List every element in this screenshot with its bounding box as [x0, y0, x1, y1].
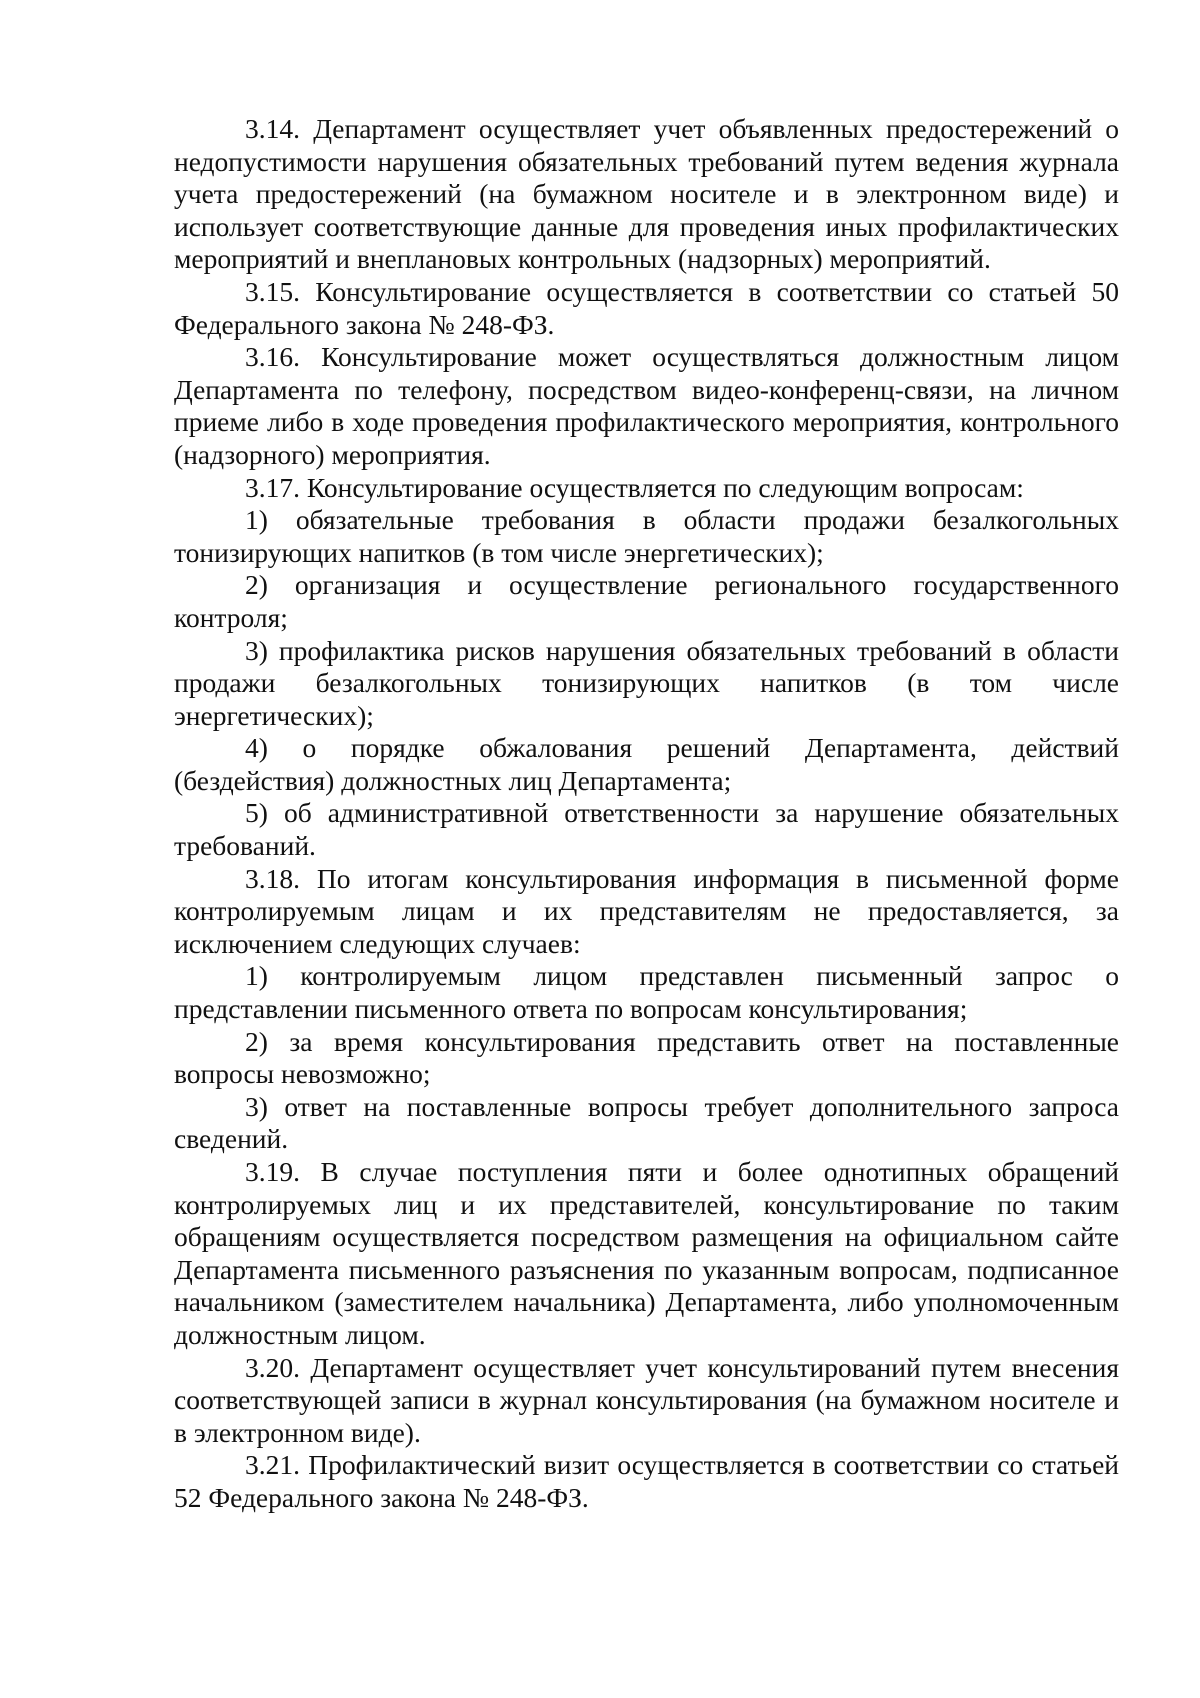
paragraph-3-21: 3.21. Профилактический визит осуществляется в соответствии со статьей 52 Федерального закона № 248-ФЗ. — [174, 1449, 1119, 1513]
list-item-3-17-4: 4) о порядке обжалования решений Департамента, действий (бездействия) должностных лиц Департамента; — [174, 732, 1119, 796]
paragraph-3-20: 3.20. Департамент осуществляет учет консультирований путем внесения соответствующей записи в журнал консультирования (на бумажном носителе и в электронном виде). — [174, 1351, 1119, 1448]
document-page — [174, 113, 1119, 1515]
paragraph-3-17: 3.17. Консультирование осуществляется по следующим вопросам: — [245, 471, 1024, 503]
list-item-3-18-1: 1) контролируемым лицом представлен письменный запрос о представлении письменного ответа по вопросам консультирования; — [174, 960, 1119, 1025]
list-item-3-17-3: 3) профилактика рисков нарушения обязательных требований в области продажи безалкогольных тонизирующих напитков (в том числе энергетических); — [174, 634, 1119, 731]
paragraph-3-16: 3.16. Консультирование может осуществляться должностным лицом Департамента по телефону, посредством видео-конференц-связи, на личном приеме либо в ходе проведения профилактического мероприятия, контрольного (надзорного) мероприятия. — [174, 341, 1119, 470]
paragraph-3-15: 3.15. Консультирование осуществляется в соответствии со статьей 50 Федерального закона № 248-ФЗ. — [174, 275, 1119, 340]
list-item-3-17-2: 2) организация и осуществление регионального государственного контроля; — [174, 569, 1119, 633]
paragraph-3-19: 3.19. В случае поступления пяти и более однотипных обращений контролируемых лиц и их представителей, консультирование по таким обращениям осуществляется посредством размещения на официальном сайте Департамента письменного разъяснения по указанным вопросам, подписанное начальником (заместителем начальника) Департамента, либо уполномоченным должностным лицом. — [174, 1156, 1119, 1350]
paragraph-3-14: 3.14. Департамент осуществляет учет объявленных предостережений о недопустимости нарушения обязательных требований путем ведения журнала учета предостережений (на бумажном носителе и в электронном виде) и использует соответствующие данные для проведения иных профилактических мероприятий и внеплановых контрольных (надзорных) мероприятий. — [174, 113, 1119, 275]
list-item-3-18-2: 2) за время консультирования представить ответ на поставленные вопросы невозможно; — [174, 1025, 1119, 1090]
list-item-3-17-1: 1) обязательные требования в области продажи безалкогольных тонизирующих напитков (в том числе энергетических); — [174, 504, 1119, 568]
list-item-3-18-3: 3) ответ на поставленные вопросы требует дополнительного запроса сведений. — [174, 1090, 1119, 1155]
paragraph-3-18: 3.18. По итогам консультирования информация в письменной форме контролируемым лицам и их представителям не предоставляется, за исключением следующих случаев: — [174, 862, 1119, 959]
list-item-3-17-5: 5) об административной ответственности за нарушение обязательных требований. — [174, 797, 1119, 862]
